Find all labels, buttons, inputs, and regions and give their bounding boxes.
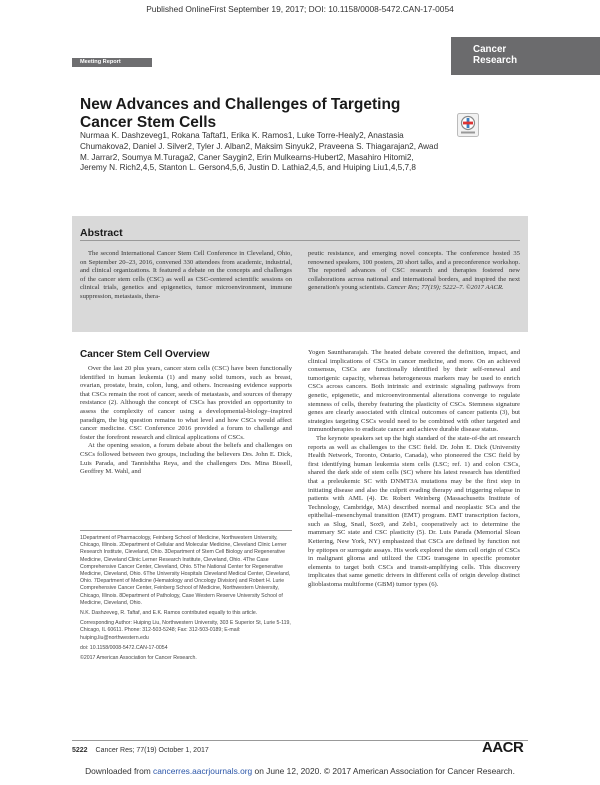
page-footer [72,747,209,754]
journal-name-line2: Research [473,55,518,66]
article-title: New Advances and Challenges of Targeting Cancer Stem Cells [80,96,401,131]
abstract-right-column [308,250,520,293]
abstract-divider [80,240,520,241]
section-tag: Meeting Report [72,58,152,67]
abstract-citation: Cancer Res; 77(19); 5222–7. ©2017 AACR. [386,284,504,292]
abstract-text-left: The second International Cancer Stem Cell Conference in Cleveland, Ohio, on September 20–23, 2016, convened 330 attendees from academic, industrial, and clinical organizations. It featured a debate on the concepts and challenges of the cancer stem cells (CSC) as well as CSC-centered scientific sessions on clinical trials, genetics and epigenetics, tumor microenvironment, immune suppression, metastasis, thera- [80,250,292,300]
page-number: 5222 [72,747,88,754]
download-link[interactable]: cancerres.aacrjournals.org [153,766,253,776]
abstract-heading: Abstract [80,227,123,239]
corresponding-author-note: Corresponding Author: Huiping Liu, Northwestern University, 303 E Superior St, Lurie 5-119, Chicago, IL 60611. Phone: 312-503-5248; Fax: 312-503-0189; E-mail: huiping.liu@northwestern.edu [80,620,291,641]
published-banner: Published OnlineFirst September 19, 2017; DOI: 10.1158/0008-5472.CAN-17-0054 [146,4,454,14]
body-left-column [80,365,292,477]
body-paragraph: Yogen Saunthararajah. The heated debate covered the definition, impact, and clinical implications of CSCs in cancer medicine, and more. On an achieved consensus, CSCs are functionally identified by their self-renewal and tumorigenic capacity, whereas heterogeneous markers may be used to enrich CSCs across cancers. Both intrinsic and extrinsic signaling pathways from genetic, epigenetic, and microenvironmental alterations converge to regulate stemness of cells, thereby featuring the plasticity of CSCs. Stemness signature genes are clearly associated with clinical outcomes of cancer patients (3), but strategies targeting CSCs would need to be combined with other targeted and immunotherapies to eradicate cancer and achieve durable disease status. [308,349,520,434]
abstract-left-column [80,250,292,302]
download-prefix: Downloaded from [85,766,154,776]
body-paragraph: Over the last 20 plus years, cancer stem cells (CSC) have been functionally identified in human leukemia (1) and many solid tumors, such as breast, ovarian, prostate, brain, colon, lung, and others. Increasing evidence supports that CSCs remain the root of cancer, seeds of metastasis, and sources of therapy resistance (2). Although the concept of CSCs has provided an opportunity to assess the complexity of cancer using a developmental-biology–inspired paradigm, the big question remains to what level and how CSCs would affect cancer medicine. CSC Conference 2016 provided a forum to challenge and foster the forefront research and clinical applications of CSCs. [80,365,292,441]
affiliations-note: 1Department of Pharmacology, Feinberg School of Medicine, Northwestern University, Chicago, Illinois. 2Department of Cellular and Molecular Medicine, Cleveland Clinic Lerner Research Institute, Cleveland, Ohio. 3Department of Stem Cell Biology and Regenerative Medicine, Cleveland Clinic Lerner Research Institute, Cleveland, Ohio. 4The Case Comprehensive Cancer Center, Cleveland, Ohio. 5The National Center for Regenerative Medicine, Cleveland, Ohio. 6The University Hospitals Cleveland Medical Center, Cleveland, Ohio. 7Department of Medicine (Hematology and Oncology Division) and Robert H. Lurie Comprehensive Cancer Center, Feinberg School of Medicine, Northwestern University, Chicago, Illinois. 8Department of Pathology, Case Western Reserve University School of Medicine, Cleveland, Ohio. [80,535,291,606]
download-banner [0,766,600,776]
copyright-note: ©2017 American Association for Cancer Research. [80,655,197,662]
body-paragraph: The keynote speakers set up the high standard of the state-of-the art research reports as well as challenges to the CSC field. Dr. John E. Dick (University Health Network, Toronto, Ontario, Canada), who pioneered the CSC field by first identifying human leukemia stem cells (LSC; ref. 1) and colon CSCs, shared the dark side of stem cells (SC) where his latest research has identified that a preleukemic SC with DNMT3A mutations may be the first step in initiating disease and also the culprit evading therapy and triggering relapse in patients with AML (4). Dr. Robert Weinberg (Massachusetts Institute of Technology, Cambridge, MA) described normal and neoplastic SCs and the epithelial–mesenchymal transition (EMT) program. EMT transcription factors, such as Slug, Snail, Sox9, and Zeb1, cooperatively act to determine the mammary SC state and CSC plasticity (5). Dr. Luis Parada (Memorial Sloan Kettering, New York, NY) emphasized that CSCs are defined by function not by epitopes or surrogate assays. His work explored the stem cell origin of CSCs in malignant glioma and utilized the CDG transgene in specific promoter elements to target both CSCs and transit-amplifying cells. This discovery implicates that same genetic drivers in different cells of origin develop distinct glioblastoma multiforme (GBM) tumor types (6). [308,434,520,589]
body-paragraph: At the opening session, a forum debate about the beliefs and challenges on CSCs followed between two groups, including the believers Drs. John E. Dick, Luis Parada, and Tannishtha Reya, and the challengers Drs. Mina Bissell, Geoffrey M. Wahl, and [80,442,292,476]
aacr-logo: AACR [482,739,524,756]
download-suffix: on June 12, 2020. © 2017 American Association for Cancer Research. [252,766,515,776]
doi-note: doi: 10.1158/0008-5472.CAN-17-0054 [80,644,168,651]
footnotes [80,530,292,665]
abstract-text-right: peutic resistance, and emerging novel concepts. The conference hosted 35 renowned speakers, 100 posters, 20 short talks, and a preconference workshop. The reported advances of CSC research and therapies fostered new collaborations across national and international borders, and inspired the next generation's young scientists. [308,250,520,292]
journal-logo [451,37,600,75]
equal-contribution-note: N.K. Dashzeveg, R. Taftaf, and E.K. Ramos contributed equally to this article. [80,610,258,617]
body-right-column [308,349,520,590]
crossmark-icon[interactable] [457,113,479,137]
footer-divider [72,740,528,741]
section-heading: Cancer Stem Cell Overview [80,349,210,360]
journal-issue: Cancer Res; 77(19) October 1, 2017 [95,747,209,754]
author-list: Nurmaa K. Dashzeveg1, Rokana Taftaf1, Erika K. Ramos1, Luke Torre-Healy2, Anastasia Chumakova2, Daniel J. Silver2, Tyler J. Alban2, Maksim Sinyuk2, Praveena S. Thiagarajan2, Awad M. Jarrar2, Soumya M.Turaga2, Caner Saygin2, Erin Mulkearns-Hubert2, Masahiro Hitomi2, Jeremy N. Rich2,4,5, Stanton L. Gerson4,5,6, Justin D. Lathia2,4,5, and Huiping Liu1,4,5,7,8 [80,131,439,173]
journal-name-line1: Cancer [473,44,507,55]
